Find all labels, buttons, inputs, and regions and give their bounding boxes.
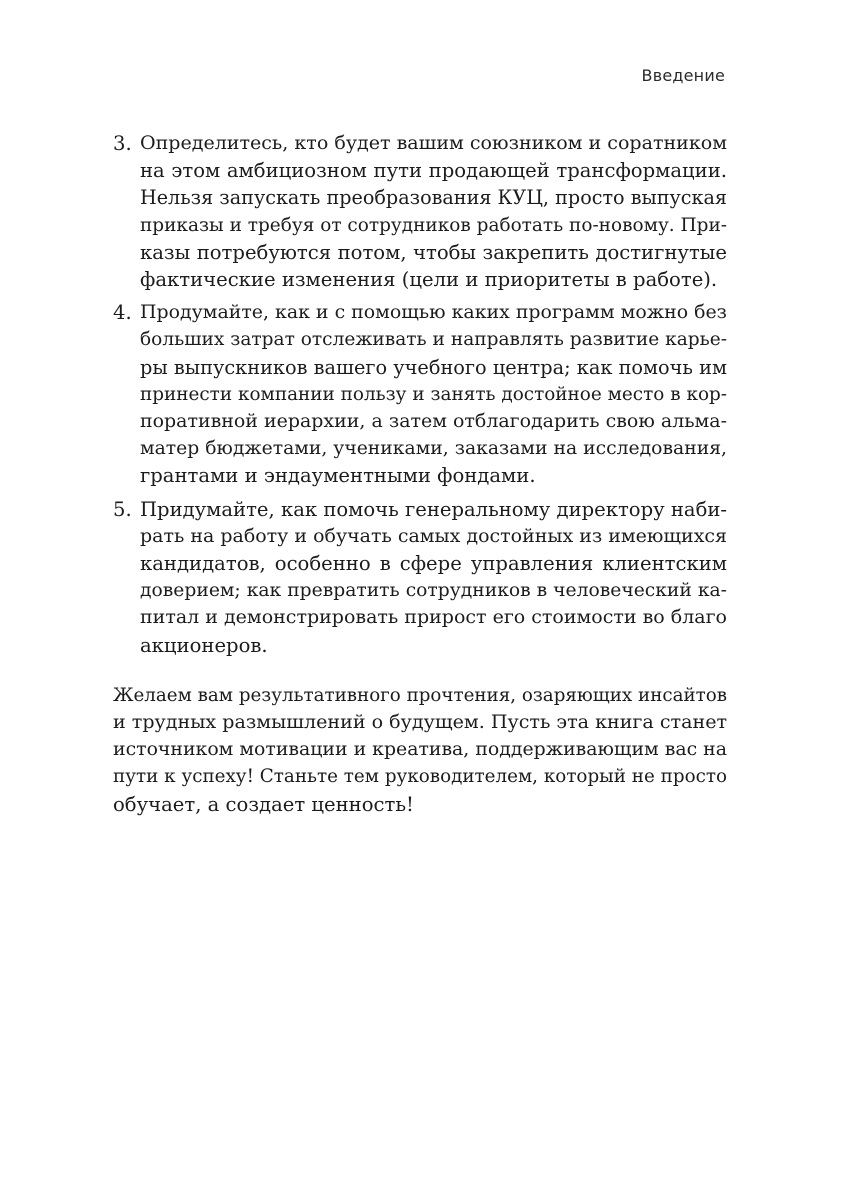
numbered-list-item [113, 130, 727, 293]
text-line: ры выпускников вашего учебного центра; как помочь им [140, 355, 727, 379]
text-line: Определитесь, кто будет вашим союзником и соратником [140, 132, 727, 154]
text-line: Нельзя запускать преобразования КУЦ, просто выпуская [140, 186, 727, 210]
text-line: матер бюджетами, учениками, заказами на исследования, [140, 438, 727, 460]
text-line: принести компании пользу и занять достойное место в кор- [140, 383, 727, 405]
running-head-title: Введение [641, 66, 725, 85]
text-line: грантами и эндаументными фондами. [140, 464, 536, 488]
text-line: Придумайте, как помочь генеральному директору наби- [140, 497, 727, 521]
text-line: обучает, а создает ценность! [113, 792, 414, 816]
text-line: приказы и требуя от сотрудников работать по-новому. При- [140, 214, 727, 236]
numbered-list-item [113, 496, 727, 659]
text-line: фактические изменения (цели и приоритеты в работе). [140, 268, 718, 292]
text-line: и трудных размышлений о будущем. Пусть эта книга станет [113, 711, 728, 734]
text-line: больших затрат отслеживать и направлять развитие карье- [140, 329, 727, 351]
numbered-list-item [113, 299, 727, 489]
text-line: рать на работу и обучать самых достойных из имеющихся [140, 524, 727, 547]
text-line: акционеров. [140, 633, 268, 657]
text-line: кандидатов, особенно в сфере управления клиентским [140, 552, 727, 576]
list-item-number: 4. [113, 301, 132, 325]
text-line: доверием; как превратить сотрудников в человеческий ка- [140, 580, 727, 602]
text-line: пути к успеху! Станьте тем руководителем, который не просто [113, 766, 727, 788]
text-line: источником мотивации и креатива, поддерживающим вас на [113, 738, 727, 761]
body-text [113, 130, 727, 818]
list-item-number: 3. [113, 132, 132, 155]
text-line: казы потребуются потом, чтобы закрепить достигнутые [140, 240, 727, 264]
text-line: питал и демонстрировать прирост его стоимости во благо [140, 606, 727, 629]
text-line: Продумайте, как и с помощью каких программ можно без [140, 301, 727, 324]
list-item-number: 5. [113, 497, 132, 521]
closing-paragraph [113, 682, 727, 818]
text-line: Желаем вам результативного прочтения, озаряющих инсайтов [113, 684, 727, 706]
text-line: на этом амбициозном пути продающей трансформации. [140, 159, 727, 183]
text-line: поративной иерархии, а затем отблагодарить свою альма- [140, 410, 727, 433]
